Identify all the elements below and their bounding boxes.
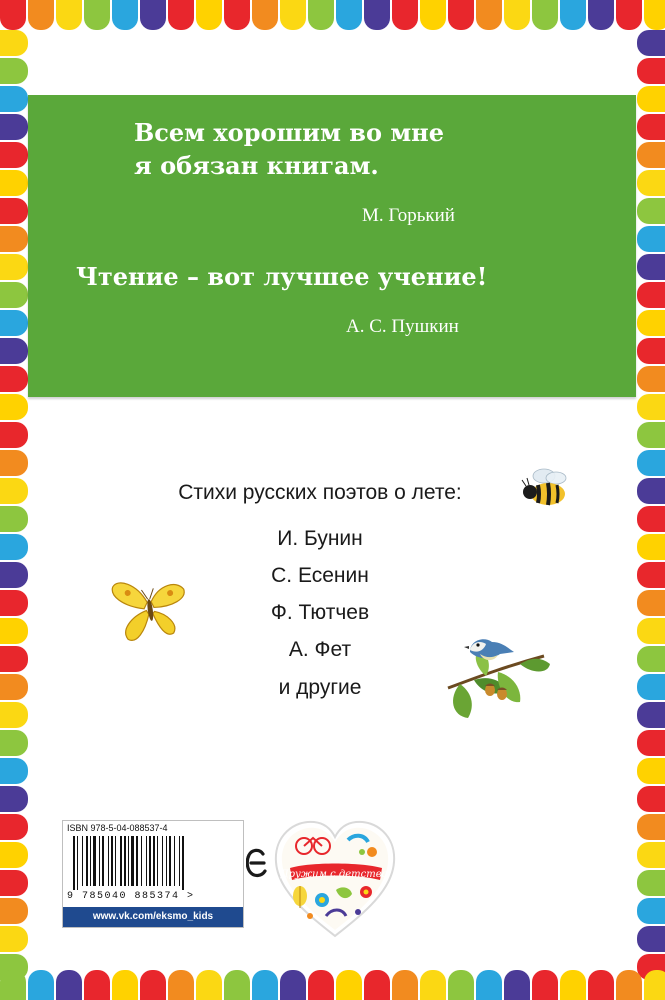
quote-pushkin-author: А. С. Пушкин: [346, 316, 459, 337]
eksmo-logo-icon: [246, 846, 268, 880]
barcode-panel: [62, 820, 244, 928]
border-segment: [0, 422, 28, 448]
border-segment: [56, 970, 82, 1000]
border-segment: [0, 282, 28, 308]
border-segment: [0, 870, 28, 896]
border-segment: [637, 926, 665, 952]
border-segment: [140, 970, 166, 1000]
quote-gorky-author: М. Горький: [362, 205, 455, 226]
publisher-url: www.vk.com/eksmo_kids: [63, 907, 243, 927]
border-segment: [0, 590, 28, 616]
border-segment: [0, 142, 28, 168]
border-segment: [0, 758, 28, 784]
border-segment: [532, 0, 558, 30]
border-segment: [637, 282, 665, 308]
border-segment: [336, 0, 362, 30]
border-segment: [308, 0, 334, 30]
border-segment: [476, 0, 502, 30]
border-segment: [637, 86, 665, 112]
friendship-heart-badge: [270, 812, 400, 942]
border-segment: [637, 870, 665, 896]
border-segment: [420, 970, 446, 1000]
bee-icon: [520, 468, 578, 510]
border-segment: [308, 970, 334, 1000]
border-segment: [637, 142, 665, 168]
border-segment: [84, 0, 110, 30]
border-segment: [637, 30, 665, 56]
border-segment: [0, 450, 28, 476]
border-segment: [0, 30, 28, 56]
border-segment: [532, 970, 558, 1000]
border-segment: [0, 394, 28, 420]
poet-esenin: С. Есенин: [271, 564, 369, 587]
border-segment: [0, 786, 28, 812]
border-segment: [0, 646, 28, 672]
border-segment: [637, 590, 665, 616]
border-segment: [0, 506, 28, 532]
quotes-panel: [28, 95, 636, 397]
border-segment: [637, 674, 665, 700]
border-segment: [0, 842, 28, 868]
border-segment: [224, 970, 250, 1000]
border-segment: [168, 0, 194, 30]
border-segment: [637, 338, 665, 364]
border-segment: [392, 0, 418, 30]
border-segment: [476, 970, 502, 1000]
border-segment: [0, 898, 28, 924]
border-segment: [637, 842, 665, 868]
border-segment: [644, 970, 665, 1000]
border-segment: [0, 534, 28, 560]
border-segment: [252, 970, 278, 1000]
badge-text: Дружим с детства!: [280, 869, 392, 880]
barcode-icon: [69, 836, 235, 890]
border-segment: [0, 86, 28, 112]
border-segment: [56, 0, 82, 30]
border-segment: [504, 970, 530, 1000]
border-segment: [0, 338, 28, 364]
border-segment: [0, 366, 28, 392]
border-segment: [560, 970, 586, 1000]
poets-heading: Стихи русских поэтов о лете:: [178, 481, 462, 504]
border-segment: [0, 814, 28, 840]
border-segment: [637, 618, 665, 644]
border-segment: [637, 702, 665, 728]
border-segment: [252, 0, 278, 30]
border-segment: [616, 970, 642, 1000]
border-segment: [448, 970, 474, 1000]
border-segment: [637, 226, 665, 252]
border-segment: [0, 730, 28, 756]
border-segment: [0, 310, 28, 336]
border-segment: [504, 0, 530, 30]
poet-bunin: И. Бунин: [277, 527, 363, 550]
border-segment: [0, 198, 28, 224]
border-segment: [280, 0, 306, 30]
border-segment: [448, 0, 474, 30]
poet-tyutchev: Ф. Тютчев: [270, 601, 370, 624]
border-segment: [168, 970, 194, 1000]
border-segment: [637, 198, 665, 224]
border-segment: [637, 114, 665, 140]
border-segment: [0, 226, 28, 252]
border-segment: [224, 0, 250, 30]
border-segment: [637, 562, 665, 588]
border-segment: [637, 730, 665, 756]
border-segment: [28, 970, 54, 1000]
border-segment: [112, 970, 138, 1000]
border-segment: [637, 366, 665, 392]
poet-fet: А. Фет: [288, 638, 352, 661]
border-segment: [0, 170, 28, 196]
border-segment: [637, 170, 665, 196]
border-segment: [112, 0, 138, 30]
border-segment: [280, 970, 306, 1000]
border-segment: [616, 0, 642, 30]
border-segment: [0, 702, 28, 728]
barcode-digits: 9 785040 885374 >: [67, 891, 195, 902]
quote-pushkin-line: Чтение – вот лучшее учение!: [76, 262, 488, 291]
border-segment: [196, 0, 222, 30]
border-segment: [0, 0, 26, 30]
quote-gorky-line-1: Всем хорошим во мне: [134, 118, 444, 147]
isbn-text: ISBN 978-5-04-088537-4: [67, 823, 168, 833]
border-segment: [588, 0, 614, 30]
border-segment: [140, 0, 166, 30]
border-segment: [0, 926, 28, 952]
border-segment: [588, 970, 614, 1000]
border-segment: [637, 450, 665, 476]
border-segment: [420, 0, 446, 30]
border-segment: [637, 646, 665, 672]
border-segment: [637, 478, 665, 504]
bird-on-oak-branch-icon: [440, 628, 552, 724]
border-segment: [637, 758, 665, 784]
border-segment: [637, 394, 665, 420]
border-segment: [0, 970, 26, 1000]
border-segment: [644, 0, 665, 30]
border-segment: [637, 58, 665, 84]
border-segment: [84, 970, 110, 1000]
border-segment: [0, 478, 28, 504]
border-segment: [0, 58, 28, 84]
border-segment: [0, 114, 28, 140]
border-segment: [0, 254, 28, 280]
border-segment: [637, 898, 665, 924]
border-segment: [0, 562, 28, 588]
border-segment: [28, 0, 54, 30]
border-segment: [637, 814, 665, 840]
border-segment: [0, 618, 28, 644]
border-segment: [364, 0, 390, 30]
butterfly-icon: [110, 572, 190, 644]
border-segment: [637, 310, 665, 336]
border-segment: [637, 534, 665, 560]
border-segment: [637, 254, 665, 280]
border-segment: [196, 970, 222, 1000]
border-segment: [637, 422, 665, 448]
border-segment: [560, 0, 586, 30]
border-segment: [392, 970, 418, 1000]
border-segment: [336, 970, 362, 1000]
border-segment: [364, 970, 390, 1000]
border-segment: [637, 506, 665, 532]
border-segment: [0, 674, 28, 700]
border-segment: [637, 786, 665, 812]
poets-others: и другие: [278, 676, 362, 699]
quote-gorky-line-2: я обязан книгам.: [134, 151, 379, 180]
